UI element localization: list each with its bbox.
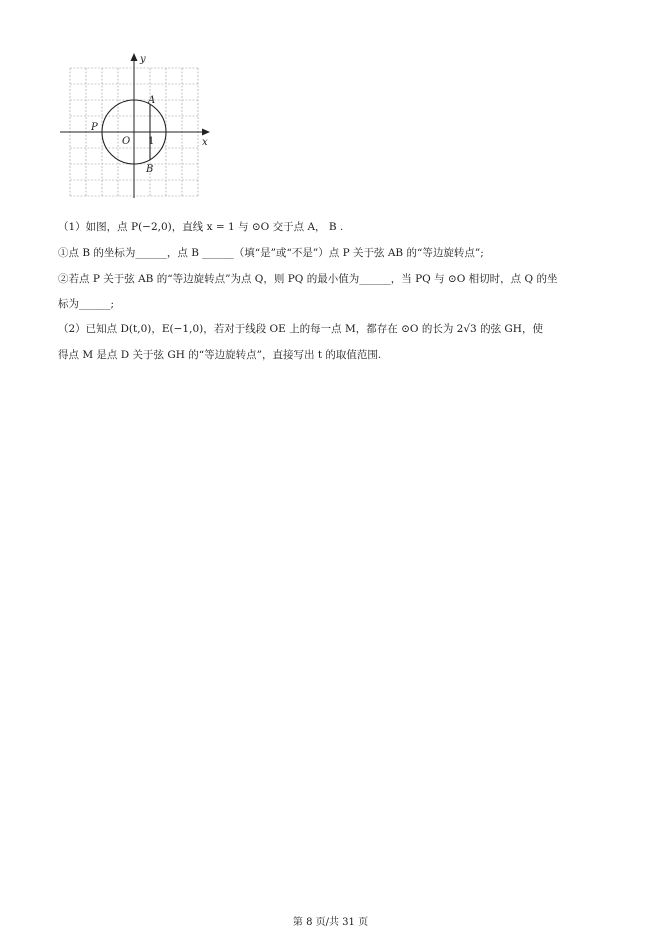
- question-part-1-sub-1: ①点 B 的坐标为______，点 B ______（填“是”或“不是”）点 P 关于弦 AB 的“等边旋转点”;: [58, 247, 484, 259]
- label-o: O: [122, 136, 131, 147]
- label-y: y: [140, 54, 146, 65]
- x-axis-arrow: [202, 129, 210, 136]
- label-x: x: [202, 137, 208, 148]
- label-tick-1: 1: [148, 136, 155, 147]
- question-part-2-cont: 得点 M 是点 D 关于弦 GH 的“等边旋转点”，直接写出 t 的取值范围.: [58, 349, 382, 361]
- question-part-1-intro: （1）如图，点 P(−2,0)，直线 x = 1 与 ⊙O 交于点 A， B .: [58, 221, 344, 233]
- y-axis-arrow: [131, 53, 138, 61]
- label-a: A: [148, 95, 156, 106]
- question-part-1-sub-2: ②若点 P 关于弦 AB 的“等边旋转点”为点 Q，则 PQ 的最小值为______，当 PQ 与 ⊙O 相切时，点 Q 的坐: [58, 273, 558, 285]
- question-part-2: （2）已知点 D(t,0)，E(−1,0)，若对于线段 OE 上的每一点 M，都存在 ⊙O 的长为 2√3 的弦 GH，使: [58, 323, 543, 335]
- label-b: B: [146, 164, 154, 175]
- page-footer: 第 8 页/共 31 页: [292, 917, 369, 928]
- label-p: P: [91, 122, 98, 133]
- question-part-1-sub-2-cont: 标为______;: [58, 298, 115, 310]
- coordinate-figure: [58, 48, 218, 208]
